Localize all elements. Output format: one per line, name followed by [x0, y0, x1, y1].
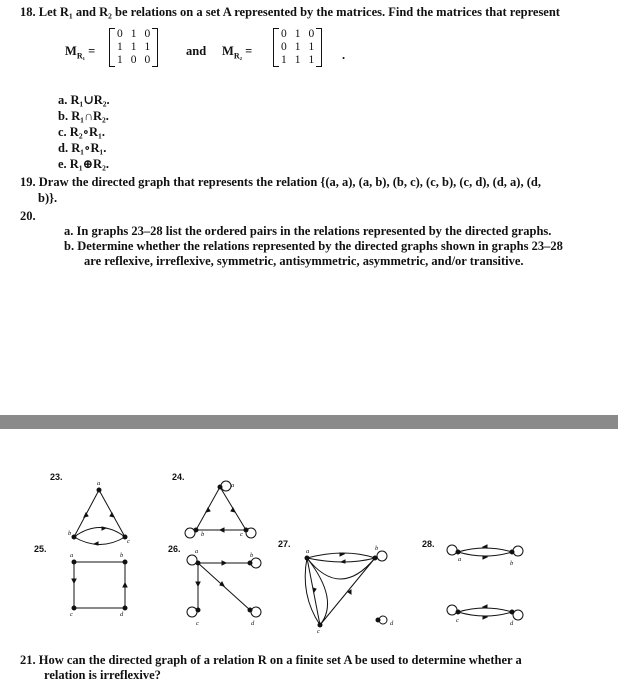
m1-subscript: R₁ [76, 51, 85, 61]
g27-node-a: a [306, 548, 310, 555]
graph-25 [72, 560, 127, 610]
graph-24-label: 24. [172, 472, 185, 482]
graph-27-label: 27. [278, 539, 291, 549]
g28-node-c: c [456, 617, 459, 624]
q21-line2: relation is irreflexive? [44, 668, 161, 682]
m1-cell-1-2: 1 [144, 41, 151, 53]
m2-cell-2-0: 1 [281, 54, 287, 66]
g26-node-b: b [250, 552, 254, 559]
g25-node-d: d [120, 611, 124, 618]
q19-line1: 19. Draw the directed graph that represents the relation {(a, a), (a, b), (b, c), (c, b), (c, d), (d, a), (d, [20, 175, 541, 189]
q21-line1: 21. How can the directed graph of a relation R on a finite set A be used to determine whether a [20, 653, 522, 667]
m2-letter: M [222, 44, 234, 58]
q20-number: 20. [20, 209, 36, 223]
m1-cell-1-1: 1 [130, 41, 137, 53]
graph-23 [72, 488, 127, 545]
g27-node-b: b [375, 545, 379, 552]
g27-node-d: d [390, 620, 394, 627]
g28-node-d: d [510, 620, 514, 627]
graph-25-label: 25. [34, 544, 47, 554]
graph-26-label: 26. [168, 544, 181, 554]
q18-item-c: c. R₂∘R₁. [58, 125, 105, 139]
g23-node-a: a [97, 480, 101, 487]
m2-cell-2-1: 1 [294, 54, 301, 66]
q18-item-b: b. R₁∩R₂. [58, 109, 109, 123]
g28-node-b: b [510, 560, 514, 567]
q20-part-b-line1: b. Determine whether the relations represented by the directed graphs shown in graphs 23–28 [64, 239, 563, 253]
m2-cell-0-1: 1 [294, 28, 301, 40]
m2-cell-2-2: 1 [308, 54, 315, 66]
g25-node-a: a [70, 552, 74, 559]
g23-node-c: c [127, 538, 130, 545]
graph-26 [187, 555, 261, 617]
g24-node-a: a [231, 482, 235, 489]
and-word: and [186, 44, 207, 58]
g26-node-c: c [196, 620, 199, 627]
q19-line2: b)}. [38, 191, 58, 205]
g23-node-b: b [68, 530, 72, 537]
q18-text: 18. Let R₁ and R₂ be relations on a set A represented by the matrices. Find the matrices that represent [20, 5, 560, 19]
g25-node-b: b [120, 552, 124, 559]
graph-28-label: 28. [422, 539, 435, 549]
m2-cell-1-1: 1 [294, 41, 301, 53]
q20-part-b-line2: are reflexive, irreflexive, symmetric, antisymmetric, asymmetric, and/or transitive. [84, 254, 524, 268]
q18-item-a: a. R₁∪R₂. [58, 93, 110, 107]
m2-cell-1-2: 1 [308, 41, 315, 53]
g28-node-a: a [458, 556, 462, 563]
g26-node-a: a [195, 548, 199, 555]
g24-node-c: c [240, 531, 243, 538]
m1-cell-0-2: 0 [144, 28, 151, 40]
graph-23-label: 23. [50, 472, 63, 482]
m2-cell-0-2: 0 [308, 28, 315, 40]
m1-cell-2-2: 0 [144, 54, 151, 66]
m1-label: $M_{R_1}$ = [65, 44, 96, 61]
g25-node-c: c [70, 611, 73, 618]
g27-node-c: c [317, 628, 320, 635]
m2-cell-0-0: 0 [281, 28, 287, 40]
m2-cell-1-0: 0 [281, 41, 287, 53]
graph-27 [305, 551, 387, 627]
m1-cell-0-1: 1 [130, 28, 137, 40]
m2-subscript: R₂ [233, 51, 242, 61]
m1-cell-1-0: 1 [117, 41, 123, 53]
m2-label: $M_{R_2}$ = [222, 44, 253, 61]
q18-item-e: e. R₁⊕R₂. [58, 157, 109, 171]
m1-letter: M [65, 44, 77, 58]
graph-24 [185, 481, 256, 538]
matrix-period: . [342, 48, 346, 62]
m1-cell-2-1: 0 [130, 54, 137, 66]
q18-item-d: d. R₁∘R₁. [58, 141, 107, 155]
q20-part-a: a. In graphs 23–28 list the ordered pairs in the relations represented by the directed graphs. [64, 224, 552, 238]
m1-cell-0-0: 0 [117, 28, 123, 40]
m1-cell-2-0: 1 [117, 54, 123, 66]
g26-node-d: d [251, 620, 255, 627]
g24-node-b: b [201, 531, 205, 538]
